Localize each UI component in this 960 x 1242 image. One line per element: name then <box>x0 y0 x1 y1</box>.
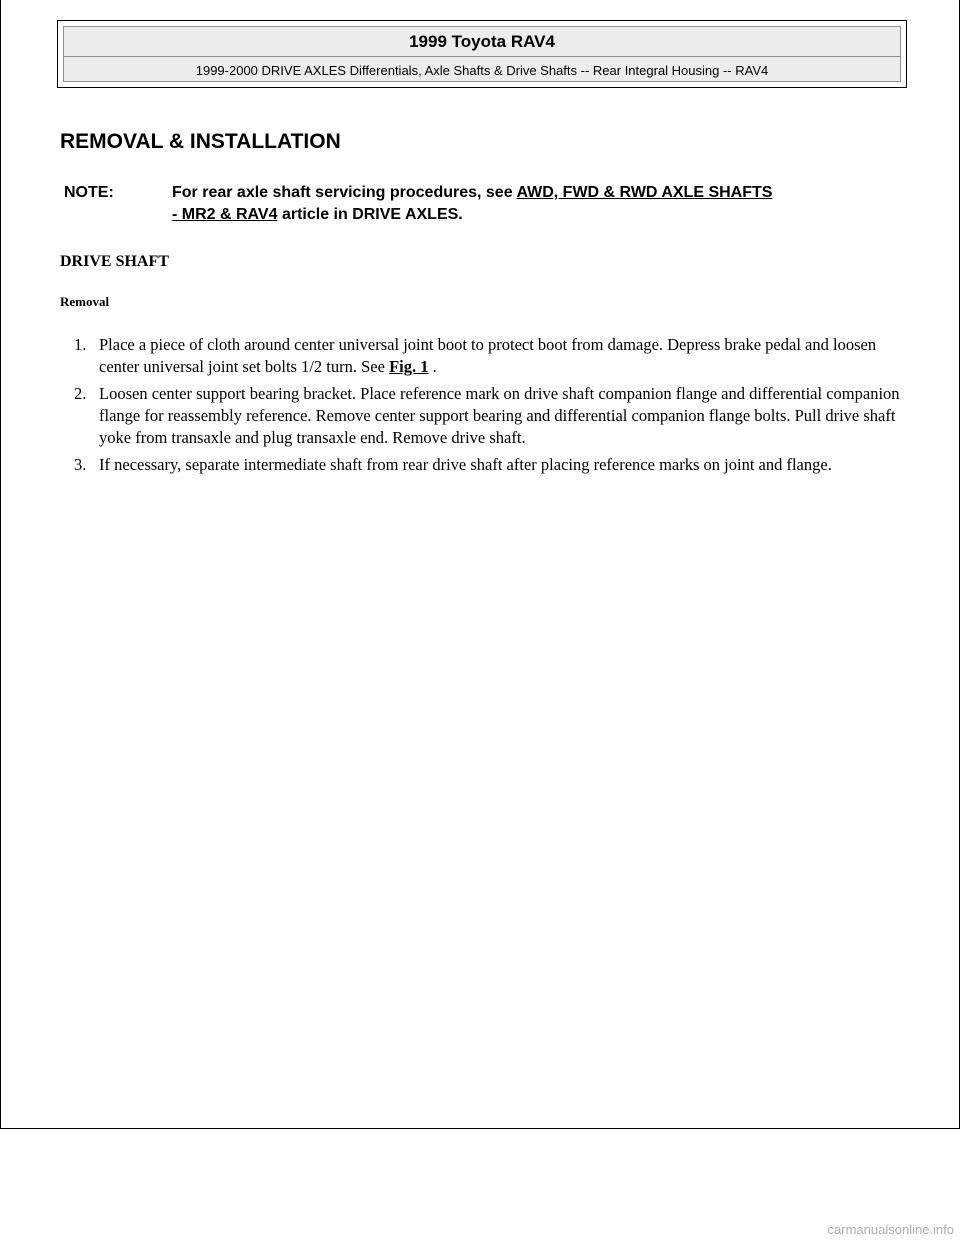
note-text-before: For rear axle shaft servicing procedures, see <box>172 184 517 201</box>
procedure-steps <box>74 334 904 481</box>
section-title: REMOVAL & INSTALLATION <box>60 130 341 153</box>
page-header <box>57 20 907 88</box>
document-title: 1999 Toyota RAV4 <box>409 32 555 51</box>
step-number: 2. <box>74 384 87 403</box>
procedure-step <box>74 454 904 476</box>
site-watermark: carmanualsonline.info <box>827 1222 954 1237</box>
subsubsection-title: Removal <box>60 294 110 309</box>
document-subtitle: 1999-2000 DRIVE AXLES Differentials, Axle Shafts & Drive Shafts -- Rear Integral Housing -- RAV4 <box>195 63 769 78</box>
step-number: 3. <box>74 455 87 474</box>
axle-shafts-article-link-continued[interactable]: - MR2 & RAV4 <box>172 206 278 223</box>
step-text: Place a piece of cloth around center universal joint boot to protect boot from damage. Depress brake pedal and loosen center universal joint set bolts 1/2 turn. See <box>99 335 877 376</box>
step-text: If necessary, separate intermediate shaft from rear drive shaft after placing reference marks on joint and flange. <box>99 455 832 474</box>
note-text <box>172 182 902 226</box>
step-text-end: . <box>428 357 437 376</box>
figure-1-link[interactable]: Fig. 1 <box>389 357 429 376</box>
subsection-title: DRIVE SHAFT <box>60 253 169 270</box>
procedure-step <box>74 334 904 378</box>
step-number: 1. <box>74 335 87 354</box>
note-label: NOTE: <box>64 184 114 201</box>
note-text-after: article in DRIVE AXLES. <box>277 206 463 223</box>
procedure-step <box>74 383 904 449</box>
header-divider <box>64 56 900 57</box>
page-header-inner <box>63 26 901 82</box>
axle-shafts-article-link[interactable]: AWD, FWD & RWD AXLE SHAFTS <box>516 184 773 201</box>
step-text: Loosen center support bearing bracket. Place reference mark on drive shaft companion flange and differential companion flange for reassembly reference. Remove center support bearing and differential companion flange bolts. Pull drive shaft yoke from transaxle and plug transaxle end. Remove drive shaft. <box>99 384 900 447</box>
